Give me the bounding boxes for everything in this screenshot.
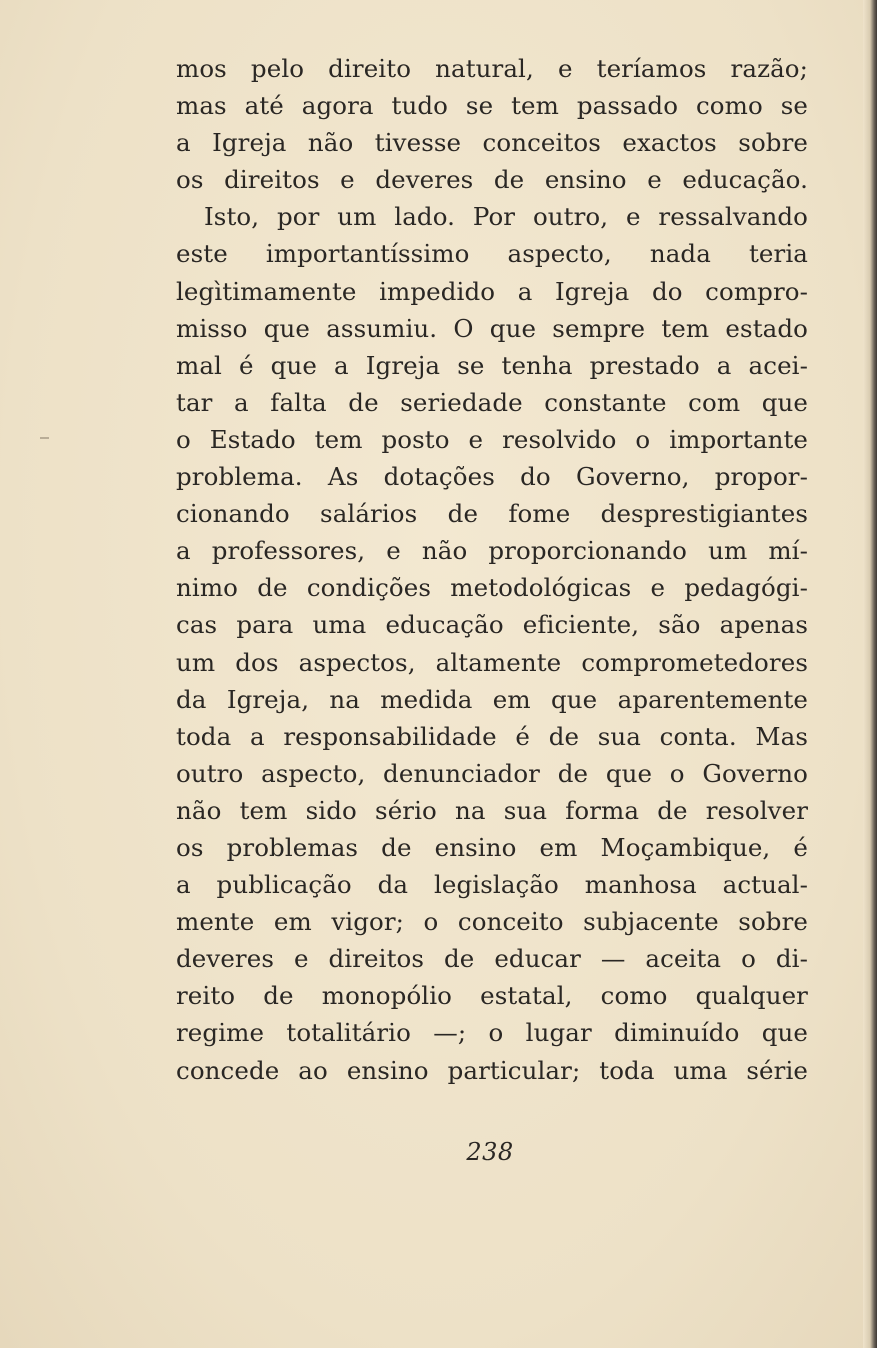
text-line: misso que assumiu. O que sempre tem estado <box>176 313 808 343</box>
text-line: o Estado tem posto e resolvido o importante <box>176 424 808 454</box>
text-line: mos pelo direito natural, e teríamos razão; <box>176 54 808 83</box>
text-line: mas até agora tudo se tem passado como se <box>176 91 808 121</box>
text-line last: concede ao ensino particular; toda uma série <box>176 1055 808 1085</box>
text-line: os direitos e deveres de ensino e educação. <box>176 165 808 195</box>
text-line: a publicação da legislação manhosa actual- <box>176 870 808 900</box>
page-number: 238 <box>466 1138 514 1166</box>
text-line: reito de monopólio estatal, como qualquer <box>176 981 808 1011</box>
text-line: mente em vigor; o conceito subjacente sobre <box>176 907 808 937</box>
text-line: a Igreja não tivesse conceitos exactos sobre <box>176 128 808 158</box>
text-line: Isto, por um lado. Por outro, e ressalvando <box>204 202 808 232</box>
text-line: a professores, e não proporcionando um mí- <box>176 536 808 566</box>
margin-mark <box>40 437 49 439</box>
text-line: mal é que a Igreja se tenha prestado a acei- <box>176 350 808 380</box>
text-line: este importantíssimo aspecto, nada teria <box>176 239 808 269</box>
text-line: deveres e direitos de educar — aceita o di- <box>176 944 808 974</box>
text-line: legìtimamente impedido a Igreja do compro- <box>176 276 808 306</box>
text-line: não tem sido sério na sua forma de resolver <box>176 795 808 825</box>
text-line: outro aspecto, denunciador de que o Governo <box>176 758 808 788</box>
text-line: problema. As dotações do Governo, propor- <box>176 462 808 492</box>
text-line: cas para uma educação eficiente, são apenas <box>176 610 808 640</box>
text-line: cionando salários de fome desprestigiantes <box>176 499 808 529</box>
text-line: os problemas de ensino em Moçambique, é <box>176 832 808 862</box>
text-line: nimo de condições metodológicas e pedagógi- <box>176 573 808 603</box>
text-line: regime totalitário —; o lugar diminuído que <box>176 1018 808 1048</box>
text-line: um dos aspectos, altamente comprometedores <box>176 647 808 677</box>
text-line: tar a falta de seriedade constante com que <box>176 387 808 417</box>
text-line: toda a responsabilidade é de sua conta. Mas <box>176 721 808 751</box>
body-text <box>176 50 808 1089</box>
text-line: da Igreja, na medida em que aparentemente <box>176 684 808 714</box>
